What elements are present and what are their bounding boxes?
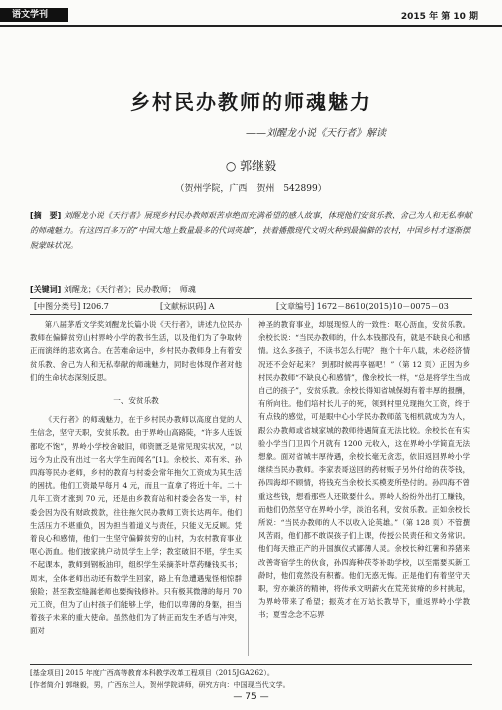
paragraph: 第八届茅盾文学奖刘醒龙长篇小说《天行者》，讲述九位民办教师在偏僻贫穷山村界岭小学的教书生活，以及他们为了争取转正而演绎的悲欢离合。在苦难命运中，乡村民办教师身上有着安贫乐教、舍己为人和无私奉献的师魂魅力，同时也体现作者对他们的生命状态深刻反思。 xyxy=(30,320,242,382)
paragraph: 《天行者》的师魂魅力，在于乡村民办教师以高度自觉的人生信念，坚守天职，安贫乐教。由于界岭山高路陡，“许多人连饭都吃不饱”，界岭小学校舍破旧，师资匮乏是常见现实状况，“以远今为止没有出过一名大学生而闻名”[1]。余校长、邓有米、孙四海等民办老师，乡村的教育与村委会常年拖欠工资成为其生活的困扰。他们工资最早每月 4 元，而且一直拿了将近十年。二十几年工资才涨到 70 元，还是由乡教育站和村委会各发一半，村委会因为没有财政拨款，往往拖欠民办教师工资长达两年。他们生活压力不堪重负，因为担当着道义与责任，只能义无反顾。凭着良心和感情，他们一生坚守偏僻贫穷的山村，为农村教育事业呕心沥血。他们披家挑户动员学生上学；教室破旧不堪，学生买不起课本，教师到钢板油印，组织学生采摘茶叶草药赚钱买书；周末，全体老师出动还有数学生回家，路上有急遭遇鬼怪相惊群狼险；甚至教室缝漏老师也要掏钱修补。只有极其微薄的每月 70 元工资，但为了山村孩子们能够上学，他们以卑薄的身躯，担当着孩子未来的重大使命。虽然他们为了转正而发生矛盾与冲突，面对 xyxy=(30,415,242,636)
article-title: 乡村民办教师的师魂魅力 xyxy=(130,90,372,114)
issue-number: 2015 年 第 10 期 xyxy=(400,12,478,22)
classification-line xyxy=(30,298,472,315)
clc-code: [中图分类号] I206.7 xyxy=(34,302,109,311)
left-column xyxy=(30,318,242,638)
journal-name: 语文学刊 xyxy=(0,8,68,22)
paragraph: 神圣的教育事业，却展现惊人的一致性：呕心沥血，安贫乐教。余校长说：“当民办教师的，什么本钱都没有，就是不缺良心和感情。这么多孩子，不读书怎么行呢？ 拖个十年八载，未必经济情况还不会好起来？ 到那时候再享福吧！”（第 12 页）正因为乡村民办教师“不缺良心和感情”，像余校长一样，“总是将学生当成自己的孩子”，安贫乐教。余校长得知省城保姆有着丰厚的报酬，有所向往。他们培村长儿子的死，领到村里兑现拖欠工资，终于有点钱的感觉，可是眼中心小学民办教师蓝飞相机就成为为人，跟公办教师或省城家城的教师待遇简直无法比较。余校长在有实验小学当门卫四个月就有 1200 元收入，这在界岭小学简直无法想象。面对省城丰厚待遇，余校长毫无贪恋，依旧返回界岭小学继续当民办教师。李家表哥送回的药材贩子另外付给的茯苓钱，孙四海却不顾情，将钱充当余校长买模麦所垫付的。孙四海不曾重这些钱，想看那些人还欺要什么。界岭人纷纷外出打工赚钱，而他们仍然坚守在界岭小学，淡泊名利，安贫乐教。正如余校长所说：“当民办教师的人不以收入论英雄。”（第 128 页）不管撰风苦雨，他们都不敢误孩子们上课，传授公民责任和文务常识。他们每天推正产的升国旗仪式鄙薄人灵。余校长种红薯和养猪来改善寄宿学生的伙食，孙四海种茯苓补助学校，以至需要买新工龄时，他们竟然没有积蓄。他们无惑无悔。正是他们有着坚守天职，穷亦兼济的精神，将传承文明薪火在荒芜贫瘠的乡村挑起，为界岭带来了希望；振英才在万站长教导下，重返界岭小学教书；夏雪念念不忘界 xyxy=(258,320,470,620)
keywords xyxy=(30,284,472,295)
keywords-text: 刘醒龙；《天行者》；民办教师； 师魂 xyxy=(63,285,196,294)
abstract xyxy=(30,208,472,253)
doc-code: [文献标识码] A xyxy=(160,302,215,311)
footnote-funding: [基金项目] 2015 年度广西高等教育本科教学改革工程项目（2015JGA262）。 xyxy=(30,669,274,677)
page-number: — 75 — xyxy=(233,692,269,702)
abstract-tag: [摘 要] xyxy=(30,211,62,220)
article-number: [文章编号] 1672－8610(2015)10－0075－03 xyxy=(276,302,449,311)
article-subtitle: ——刘醒龙小说《天行者》解读 xyxy=(246,128,386,139)
footnote-author: [作者简介] 郭继毅，男，广西东兰人，贺州学院讲师，研究方向：中国现当代文学。 xyxy=(30,681,290,689)
page-header xyxy=(0,0,502,30)
keywords-tag: [关键词] xyxy=(30,285,62,294)
section-heading: 一、安贫乐教 xyxy=(113,396,159,406)
right-column xyxy=(258,318,470,622)
author-name: ○ 郭继毅 xyxy=(225,159,277,173)
abstract-text: 刘醒龙小说《天行者》展现乡村民办教师艰苦卓绝而充满希望的感人故事，体现他们安贫乐教、舍己为人和无私奉献的师魂魅力。有这四百多万的“中国大地上数量最多的代词英雄”，扶着播撒现代文明火种到最偏僻的农村，中国乡村才逐渐摆脱蒙昧状况。 xyxy=(30,211,472,250)
author-affiliation: （贺州学院，广西 贺州 542899） xyxy=(175,184,327,194)
header-rule xyxy=(0,25,502,27)
column-divider xyxy=(248,318,249,656)
footnotes xyxy=(30,664,472,691)
